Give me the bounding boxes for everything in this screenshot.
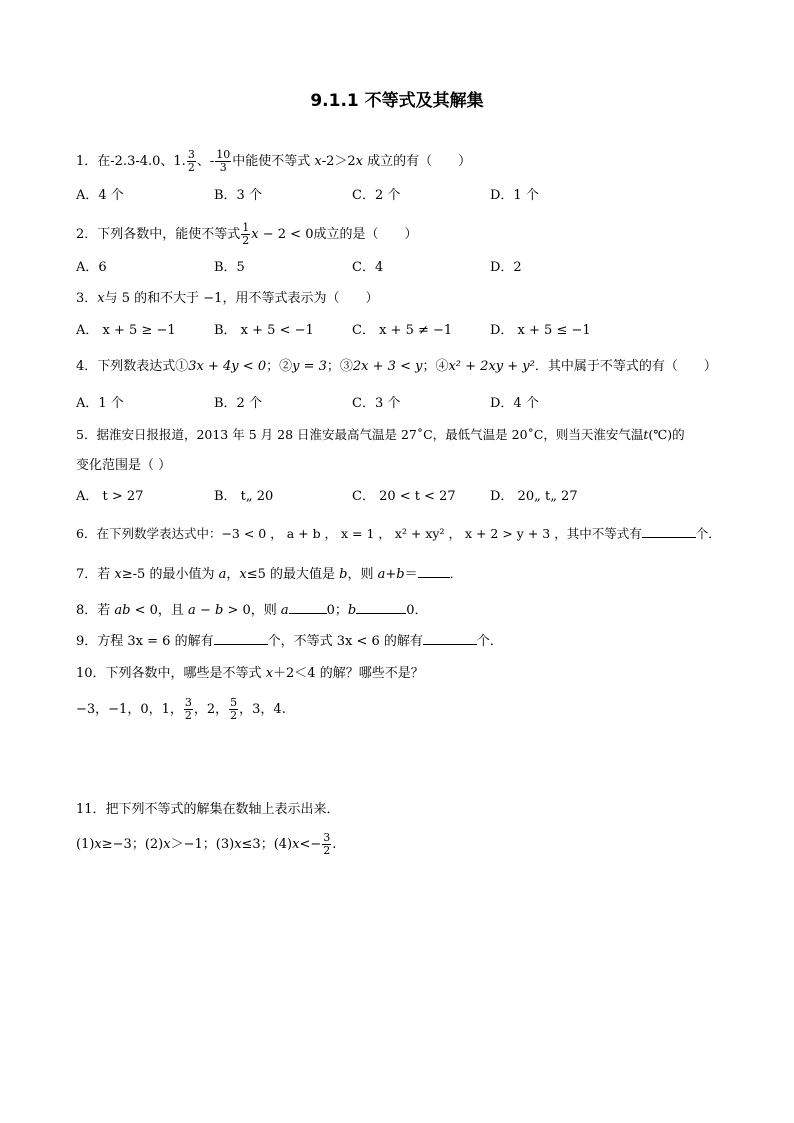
var: x	[292, 837, 300, 852]
q6-text: 个．	[695, 526, 721, 541]
answer-blank[interactable]	[418, 565, 450, 578]
q7-text: ≤5 的最大值是	[246, 567, 340, 582]
question-1	[76, 149, 471, 174]
question-10	[76, 664, 424, 684]
q10-text: ，2，	[193, 702, 229, 717]
q1-text: -2＞2	[321, 154, 356, 169]
q7-text: ，则	[347, 567, 378, 582]
q5-option-a: A． t > 27	[76, 489, 144, 504]
q7-text: ≥-5 的最小值为	[121, 567, 219, 582]
q9-text: 个．	[476, 634, 503, 649]
page-title: 9.1.1 不等式及其解集	[310, 91, 484, 111]
answer-blank[interactable]	[289, 601, 327, 614]
var: x	[355, 154, 363, 169]
q6-text: 6．在下列数学表达式中：−3 < 0 ， a + b ， x = 1 ， x² + xy² ， x + 2 > y + 3 ，其中不等式有	[76, 526, 642, 541]
q1-option-b: B．3 个	[214, 188, 262, 203]
q1-text: 1．在-2.3-4.0、1.	[76, 154, 186, 169]
q8-text: 0．	[406, 603, 428, 618]
var: a	[188, 603, 196, 618]
question-6	[76, 524, 721, 544]
q3-text: 3．	[76, 291, 98, 306]
var: a	[280, 603, 289, 618]
q4-text: ；④	[422, 359, 449, 374]
q8-text: < 0，且	[130, 603, 189, 618]
question-7	[76, 565, 463, 585]
answer-blank[interactable]	[214, 632, 268, 645]
q4-text: 4．下列数表达式①	[76, 359, 189, 374]
fraction: $\frac{3}{2}$	[184, 696, 192, 722]
var: b	[214, 603, 224, 618]
q9-text: 9．方程 3x = 6 的解有	[76, 634, 214, 649]
q8-text: 8．若	[76, 603, 115, 618]
q9-text: 个，不等式 3x < 6 的解有	[267, 634, 423, 649]
q8-text: 0；	[326, 603, 348, 618]
question-4	[76, 357, 717, 377]
q3-option-d: D． x + 5 ≤ −1	[490, 323, 591, 338]
q10-text: ＋2＜4 的解？哪些不是？	[273, 666, 424, 681]
var: a	[218, 567, 227, 582]
fraction: $\frac{10}{3}$	[216, 148, 231, 174]
q8-text: > 0，则	[223, 603, 281, 618]
q11-text: (1)	[76, 837, 95, 852]
question-9	[76, 632, 503, 652]
q5-text: (℃)的	[648, 427, 685, 442]
q2-option-a: A．6	[76, 260, 107, 275]
var: x	[94, 837, 102, 852]
var: x	[114, 567, 122, 582]
var: x	[251, 227, 259, 242]
q5-option-b: B． t„ 20	[214, 489, 274, 504]
q4-option-a: A．1 个	[76, 396, 124, 411]
var: b	[396, 567, 405, 582]
q5-line-2: 变化范围是（ ）	[76, 458, 172, 473]
q10-numbers	[76, 697, 286, 722]
expr: 2x + 3 < y	[352, 359, 423, 374]
q11-text: ＞−1；(3)	[170, 837, 235, 852]
question-11: 11．把下列不等式的解集在数轴上表示出来．	[76, 802, 340, 817]
q4-option-b: B．2 个	[214, 396, 262, 411]
q2-option-d: D．2	[490, 260, 522, 275]
var: x	[163, 837, 171, 852]
q3-option-b: B． x + 5 < −1	[214, 323, 314, 338]
q2-option-b: B．5	[214, 260, 245, 275]
q4-text: ；③	[326, 359, 353, 374]
q7-text: ．	[449, 567, 463, 582]
var: x	[97, 291, 105, 306]
var: b	[339, 567, 348, 582]
q5-option-d: D． 20„ t„ 27	[490, 489, 578, 504]
question-5	[76, 425, 685, 445]
answer-blank[interactable]	[423, 632, 477, 645]
var: x	[234, 837, 242, 852]
q1-text: 中能使不等式	[232, 154, 315, 169]
q7-text: +	[385, 567, 397, 582]
var: x	[265, 666, 274, 681]
fraction: $\frac{3}{2}$	[323, 831, 331, 857]
q1-option-d: D．1 个	[490, 188, 539, 203]
question-3	[76, 289, 378, 309]
q2-option-c: C．4	[352, 260, 384, 275]
var: t	[643, 427, 649, 442]
q4-option-d: D．4 个	[490, 396, 539, 411]
q2-text: − 2 < 0	[258, 227, 314, 242]
q11-text: .	[332, 837, 337, 852]
q2-text: 2．下列各数中，能使不等式	[76, 227, 241, 242]
q11-text: ≤3；(4)	[241, 837, 293, 852]
q1-text: 成立的有（ ）	[362, 154, 472, 169]
q1-text: 、-	[196, 154, 215, 169]
fraction: $\frac{3}{2}$	[187, 148, 195, 174]
q10-text: 10．下列各数中，哪些是不等式	[76, 666, 266, 681]
q5-option-c: C． 20 < t < 27	[352, 489, 456, 504]
var: a	[377, 567, 386, 582]
expr: x² + 2xy + y²	[448, 359, 535, 374]
q1-option-a: A．4 个	[76, 188, 124, 203]
q3-option-c: C． x + 5 ≠ −1	[352, 323, 453, 338]
q11-text: ≥−3；(2)	[101, 837, 164, 852]
var: x	[239, 567, 247, 582]
q7-text: ＝	[404, 567, 418, 582]
var: ab	[114, 603, 131, 618]
answer-blank[interactable]	[642, 525, 696, 538]
q5-text: 5．据淮安日报报道，2013 年 5 月 28 日淮安最高气温是 27˚C，最低气温是 20˚C，则当天淮安气温	[76, 427, 644, 442]
q4-text: ；②	[266, 359, 293, 374]
q4-option-c: C．3 个	[352, 396, 401, 411]
q11-items	[76, 832, 336, 857]
q3-text: 与 5 的和不大于 −1，用不等式表示为（ ）	[104, 291, 379, 306]
q8-text: −	[195, 603, 215, 618]
q3-option-a: A． x + 5 ≥ −1	[76, 323, 176, 338]
question-2	[76, 222, 418, 247]
q11-text: <−	[299, 837, 322, 852]
fraction: $\frac{5}{2}$	[230, 696, 238, 722]
question-8	[76, 601, 428, 621]
q10-text: ，3，4.	[239, 702, 286, 717]
q10-text: −3，−1，0，1，	[76, 702, 183, 717]
q7-text: 7．若	[76, 567, 115, 582]
var: b	[347, 603, 357, 618]
expr: y = 3	[292, 359, 327, 374]
q4-text: ．其中属于不等式的有（ ）	[534, 359, 717, 374]
q2-text: 成立的是（ ）	[313, 227, 418, 242]
var: x	[314, 154, 322, 169]
fraction: $\frac{1}{2}$	[242, 221, 250, 247]
q7-text: ，	[226, 567, 240, 582]
q1-option-c: C．2 个	[352, 188, 401, 203]
answer-blank[interactable]	[356, 601, 406, 614]
expr: 3x + 4y < 0	[188, 359, 267, 374]
